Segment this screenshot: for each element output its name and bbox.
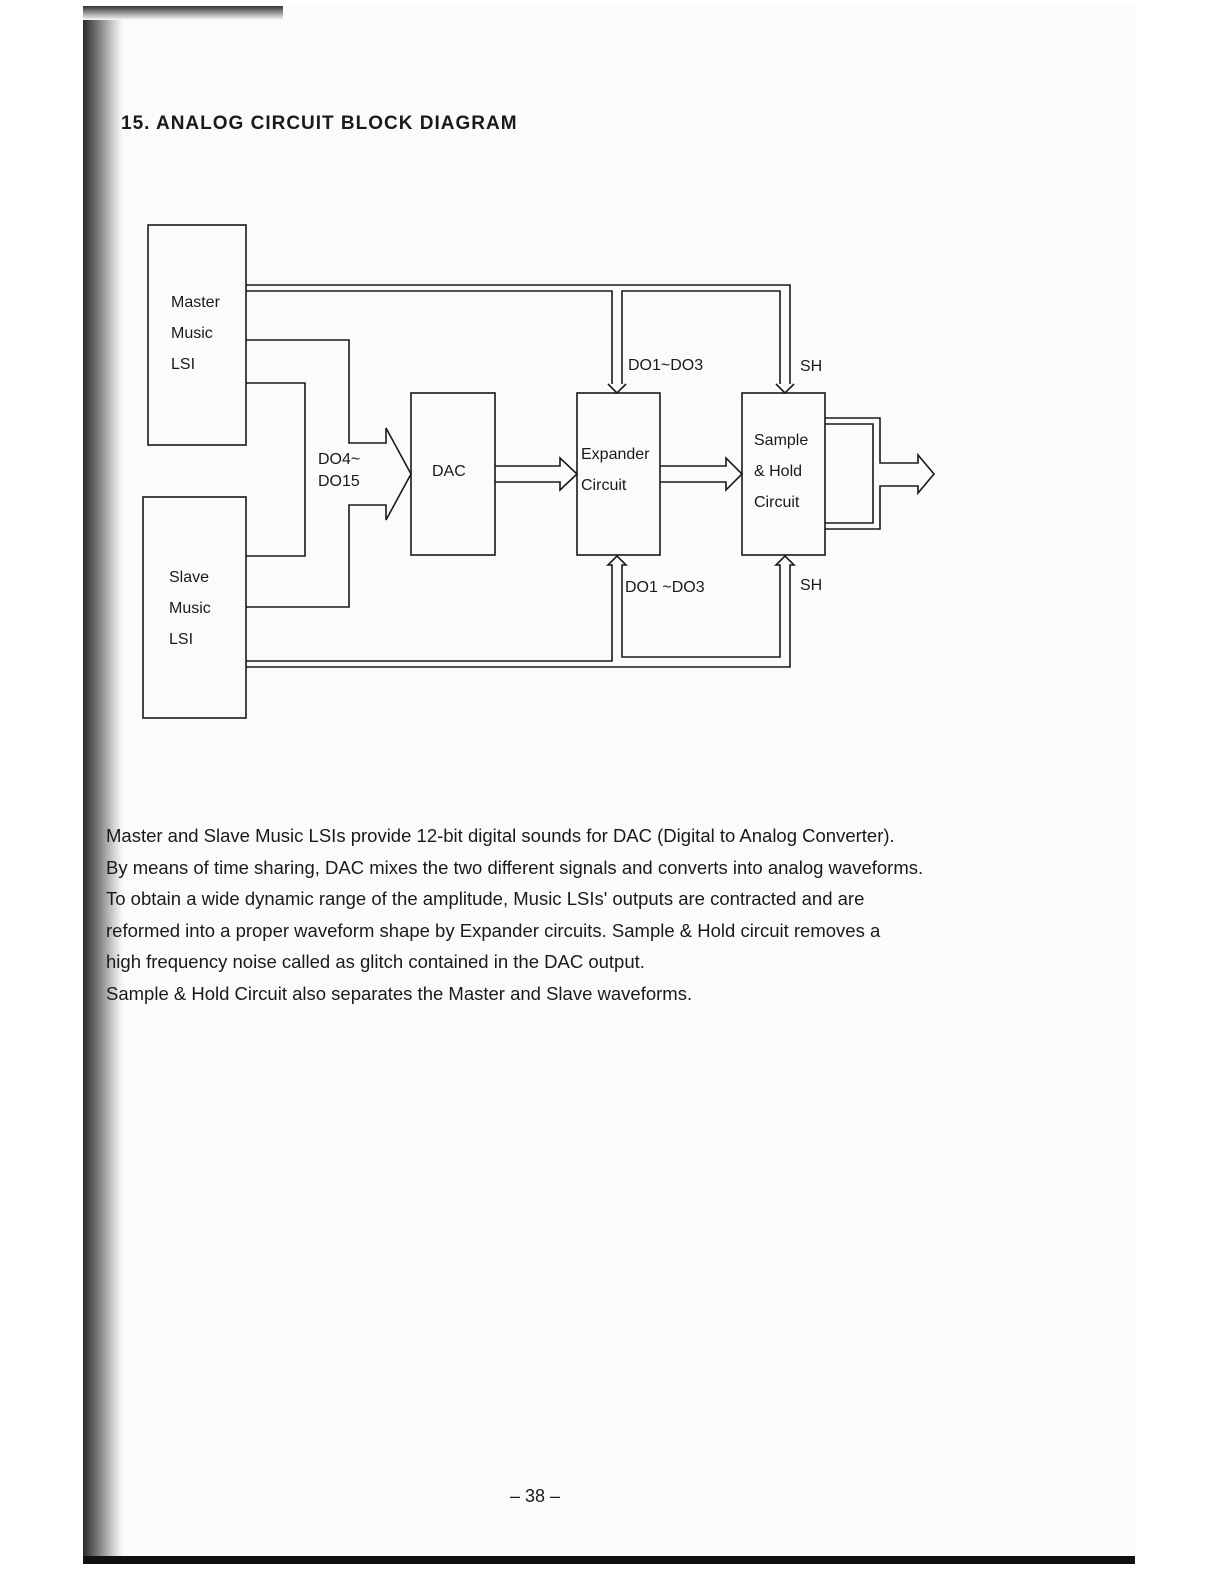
label-line: & Hold <box>754 463 803 480</box>
paragraph-line: Sample & Hold Circuit also separates the Master and Slave waveforms. <box>106 982 693 1004</box>
label-line: LSI <box>171 356 196 373</box>
dac-to-expander-arrow <box>495 458 577 490</box>
sh-bottom-label: SH <box>800 577 823 594</box>
label-line: Music <box>171 325 213 342</box>
paragraph-line: By means of time sharing, DAC mixes the two different signals and converts into analog waveforms. <box>106 856 924 878</box>
do1-do3-bottom-label: DO1 ~DO3 <box>625 579 705 596</box>
label-line: LSI <box>169 631 194 648</box>
slave-lsi-label <box>169 562 211 655</box>
do1-do3-top-label: DO1~DO3 <box>628 357 704 374</box>
do-top-arrowhead <box>608 384 626 393</box>
label-line: Master <box>171 294 220 311</box>
sh-top-arrowhead <box>776 384 794 393</box>
do-top-bus <box>246 291 612 384</box>
label-line: Circuit <box>754 494 800 511</box>
do4-do15-label <box>318 449 360 493</box>
label-line: Music <box>169 600 211 617</box>
expander-label <box>581 439 650 501</box>
paragraph-line: Master and Slave Music LSIs provide 12-bit digital sounds for DAC (Digital to Analog Converter). <box>106 825 895 846</box>
expander-to-sh-arrow <box>660 458 742 490</box>
label-line: Expander <box>581 446 650 463</box>
label-line: Circuit <box>581 477 627 494</box>
label-line: DO4~ <box>318 451 361 468</box>
paragraph-line: reformed into a proper waveform shape by Expander circuits. Sample & Hold circuit removes a <box>106 919 881 941</box>
sh-output-inner <box>825 424 873 523</box>
label-line: DO15 <box>318 473 360 490</box>
sample-hold-label <box>754 425 808 518</box>
sh-top-label: SH <box>800 358 823 375</box>
master-slave-link <box>246 383 305 556</box>
label-line: Slave <box>169 569 210 586</box>
dac-label: DAC <box>432 463 466 480</box>
master-lsi-label <box>171 287 220 380</box>
description-paragraph <box>106 820 1106 1010</box>
section-title: 15. ANALOG CIRCUIT BLOCK DIAGRAM <box>121 113 518 134</box>
paragraph-line: To obtain a wide dynamic range of the amplitude, Music LSIs' outputs are contracted and are <box>106 888 865 910</box>
paragraph-line: high frequency noise called as glitch contained in the DAC output. <box>106 951 645 973</box>
sh-output-outer <box>825 418 934 529</box>
do-bottom-bus <box>246 556 794 667</box>
page-number: – 38 – <box>510 1486 561 1506</box>
label-line: Sample <box>754 432 809 449</box>
sh-top-bus <box>246 285 790 384</box>
